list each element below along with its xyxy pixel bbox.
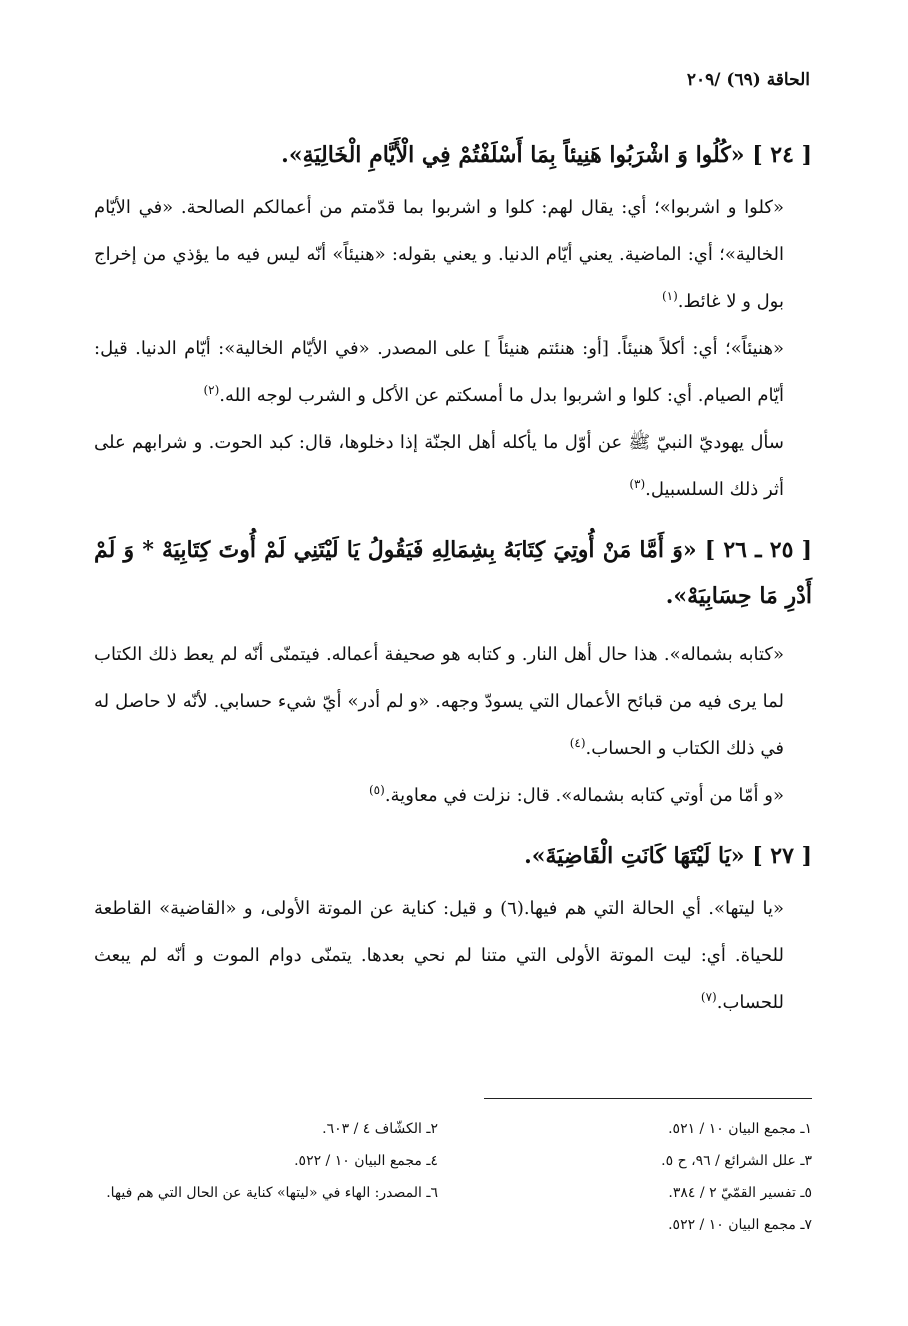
commentary-paragraph: [94, 325, 812, 419]
footnote: ١ـ مجمع البيان ١٠ / ٥٢١.: [668, 1121, 812, 1137]
footnote-marker: (٥): [368, 783, 385, 797]
commentary-paragraph: [94, 184, 812, 325]
footnote: ٦ـ المصدر: الهاء في «ليتها» كناية عن الحال التي هم فيها.: [106, 1185, 438, 1201]
footnote-marker: (٧): [700, 990, 717, 1004]
commentary-paragraph: [94, 419, 812, 513]
footnote-marker: (٣): [629, 477, 646, 491]
verse-heading: [ ٢٥ ـ ٢٦ ] «وَ أَمَّا مَنْ أُوتِيَ كِتَابَهُ بِشِمَالِهِ فَيَقُولُ يَا لَيْتَنِي لَمْ أُوتَ كِتَابِيَهْ * وَ لَمْ أَدْرِ مَا حِسَابِيَهْ».: [94, 537, 812, 609]
verse-heading: [ ٢٧ ] «يَا لَيْتَهَا كَانَتِ الْقَاضِيَةَ».: [524, 843, 812, 869]
verse-heading: [ ٢٤ ] «كُلُوا وَ اشْرَبُوا هَنِيئاً بِمَا أَسْلَفْتُمْ فِي الْأَيَّامِ الْخَالِيَةِ».: [281, 142, 812, 168]
paragraph-text: «كلوا و اشربوا»؛ أي: يقال لهم: كلوا و اشربوا بما قدّمتم من أعمالكم الصالحة. «في الأيّام الخالية»؛ أي: الماضية. يعني أيّام الدنيا. و يعني بقوله: «هنيئاً» أنّه ليس فيه ما يؤذي من إخراج بول و لا غائط.: [94, 197, 784, 312]
footnotes: [94, 1118, 812, 1236]
commentary-paragraph: [94, 885, 812, 1026]
footnote: ٥ـ تفسير القمّيّ ٢ / ٣٨٤.: [668, 1185, 812, 1201]
paragraph-text: «كتابه بشماله». هذا حال أهل النار. و كتابه هو صحيفة أعماله. فيتمنّى أنّه لم يعط ذلك الكتاب لما يرى فيه من قبائح الأعمال التي يسودّ وجهه. «و لم أدر» أيّ شيء حسابي. لأنّه لا حاصل له في ذلك الكتاب و الحساب.: [94, 644, 784, 759]
footnote-marker: (١): [661, 289, 678, 303]
footnote-marker: (٤): [569, 736, 586, 750]
main-text: [94, 132, 812, 1026]
commentary-paragraph: [94, 631, 812, 772]
paragraph-text: «و أمّا من أوتي كتابه بشماله». قال: نزلت في معاوية.: [384, 785, 784, 806]
paragraph-text: «يا ليتها». أي الحالة التي هم فيها.(٦) و قيل: كناية عن الموتة الأولى، و «القاضية» القاطعة للحياة. أي: ليت الموتة الأولى التي متنا لم نحي بعدها. يتمنّى دوام الموت و أنّه لم يبعث للحساب.: [94, 898, 785, 1013]
paragraph-text: «هنيئاً»؛ أي: أكلاً هنيئاً. [أو: هنئتم هنيئاً ] على المصدر. «في الأيّام الخالية»: أيّام الدنيا. قيل: أيّام الصيام. أي: كلوا و اشربوا بدل ما أمسكتم عن الأكل و الشرب لوجه الله.: [94, 338, 784, 406]
commentary-paragraph: [94, 772, 812, 819]
footnote: ٧ـ مجمع البيان ١٠ / ٥٢٢.: [668, 1217, 812, 1233]
footnote: ٢ـ الكشّاف ٤ / ٦٠٣.: [322, 1121, 438, 1137]
footnote-marker: (٢): [203, 383, 220, 397]
footnote: ٤ـ مجمع البيان ١٠ / ٥٢٢.: [294, 1153, 438, 1169]
running-head: الحاقة (٦٩) /٢٠٩: [686, 70, 810, 90]
footnote-rule: [484, 1098, 812, 1099]
paragraph-text: سأل يهوديّ النبيّ ﷺ عن أوّل ما يأكله أهل الجنّة إذا دخلوها، قال: كبد الحوت. و شرابهم على أثر ذلك السلسبيل.: [94, 432, 784, 500]
footnote: ٣ـ علل الشرائع / ٩٦، ح ٥.: [661, 1153, 812, 1169]
